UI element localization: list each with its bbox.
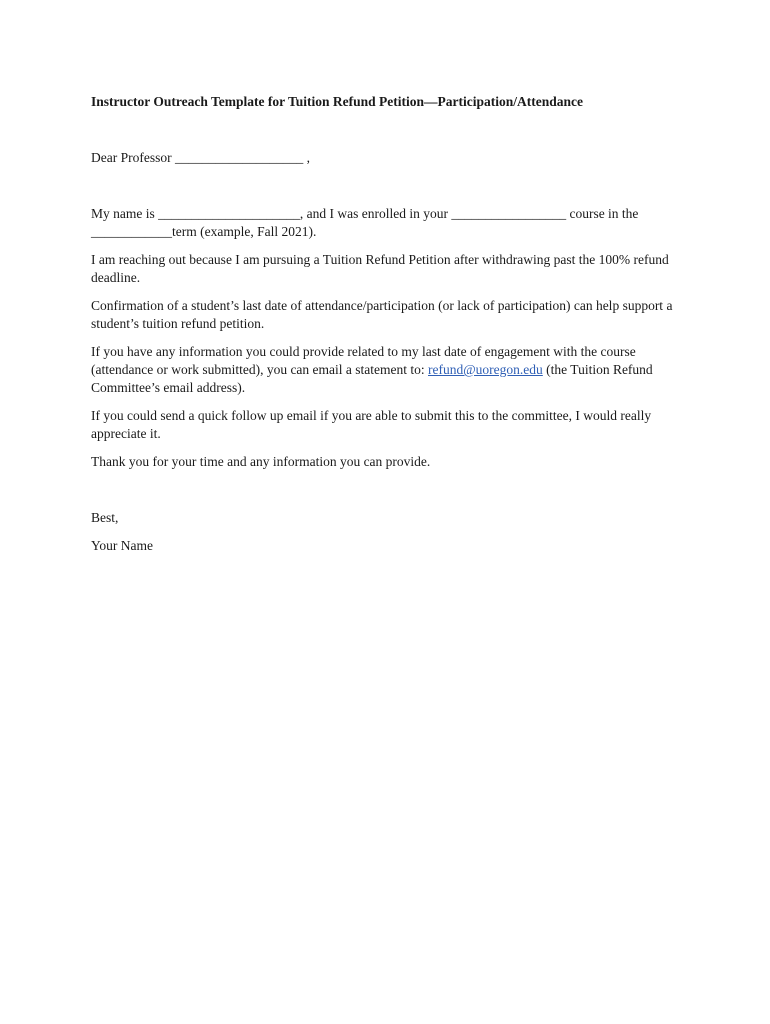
- signature-line: Your Name: [91, 538, 154, 553]
- follow-up-paragraph: If you could send a quick follow up email if you are able to submit this to the committee, I would really appreciate it.: [91, 408, 652, 441]
- thanks-paragraph: Thank you for your time and any information you can provide.: [91, 454, 431, 469]
- intro-paragraph: My name is _____________________, and I was enrolled in your _________________ course in the ____________term (example, Fall 2021).: [91, 206, 639, 239]
- confirmation-paragraph: Confirmation of a student’s last date of attendance/participation (or lack of participation) can help support a student’s tuition refund petition.: [91, 298, 673, 331]
- letter-body: [91, 93, 691, 565]
- closing-line: Best,: [91, 510, 119, 525]
- info-text-before-link: If you have any information you could provide related to my last date of engagement with the course (attendance or work submitted), you can email a statement to:: [91, 344, 636, 377]
- document-title: Instructor Outreach Template for Tuition Refund Petition—Participation/Attendance: [91, 94, 584, 109]
- reason-paragraph: I am reaching out because I am pursuing a Tuition Refund Petition after withdrawing past the 100% refund deadline.: [91, 252, 669, 285]
- greeting-line: Dear Professor ___________________ ,: [91, 150, 310, 165]
- info-text-after-link: (the Tuition Refund Committee’s email address).: [91, 362, 653, 395]
- refund-email-link[interactable]: refund@uoregon.edu: [428, 362, 543, 377]
- info-paragraph: [91, 343, 691, 397]
